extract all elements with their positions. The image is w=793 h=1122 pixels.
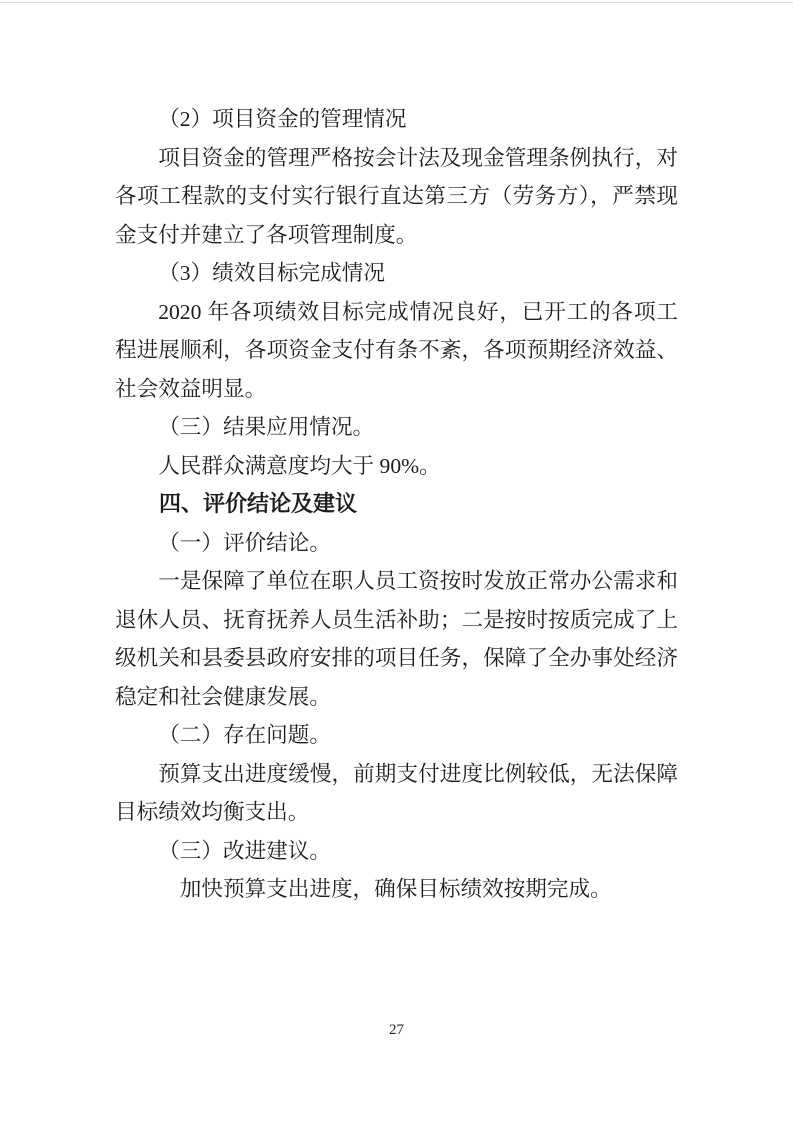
para-problems-label: （二）存在问题。 [158,723,331,747]
page-number: 27 [389,1022,404,1038]
para-improvement-body: 加快预算支出进度，确保目标绩效按期完成。 [179,877,612,901]
para-result-application-label: （三）结果应用情况。 [158,415,375,439]
para-perf-target-body: 2020 年各项绩效目标完成情况良好，已开工的各项工程进展顺利，各项资金支付有条不紊，各项预期经济效益、社会效益明显。 [115,299,678,401]
para-project-fund-mgmt-body: 项目资金的管理严格按会计法及现金管理条例执行，对各项工程款的支付实行银行直达第三方（劳务方），严禁现金支付并建立了各项管理制度。 [115,145,678,247]
para-project-fund-mgmt-label: （2）项目资金的管理情况 [158,107,407,131]
para-eval-conclusion-label: （一）评价结论。 [158,530,331,555]
heading-conclusion-and-suggestions: 四、评价结论及建议 [159,491,358,516]
para-eval-conclusion-body: 一是保障了单位在职人员工资按时发放正常办公需求和退休人员、抚育抚养人员生活补助；二是按时按质完成了上级机关和县委县政府安排的项目任务，保障了全办事处经济稳定和社会健康发展。 [115,569,678,709]
para-improvement-label: （三）改进建议。 [158,838,331,863]
document-text-block [115,100,678,909]
para-satisfaction-body: 人民群众满意度均大于 90%。 [158,453,441,478]
para-perf-target-label: （3）绩效目标完成情况 [158,261,385,285]
page-top-edge-line [0,2,793,3]
para-problems-body: 预算支出进度缓慢，前期支付进度比例较低，无法保障目标绩效均衡支出。 [115,761,678,824]
